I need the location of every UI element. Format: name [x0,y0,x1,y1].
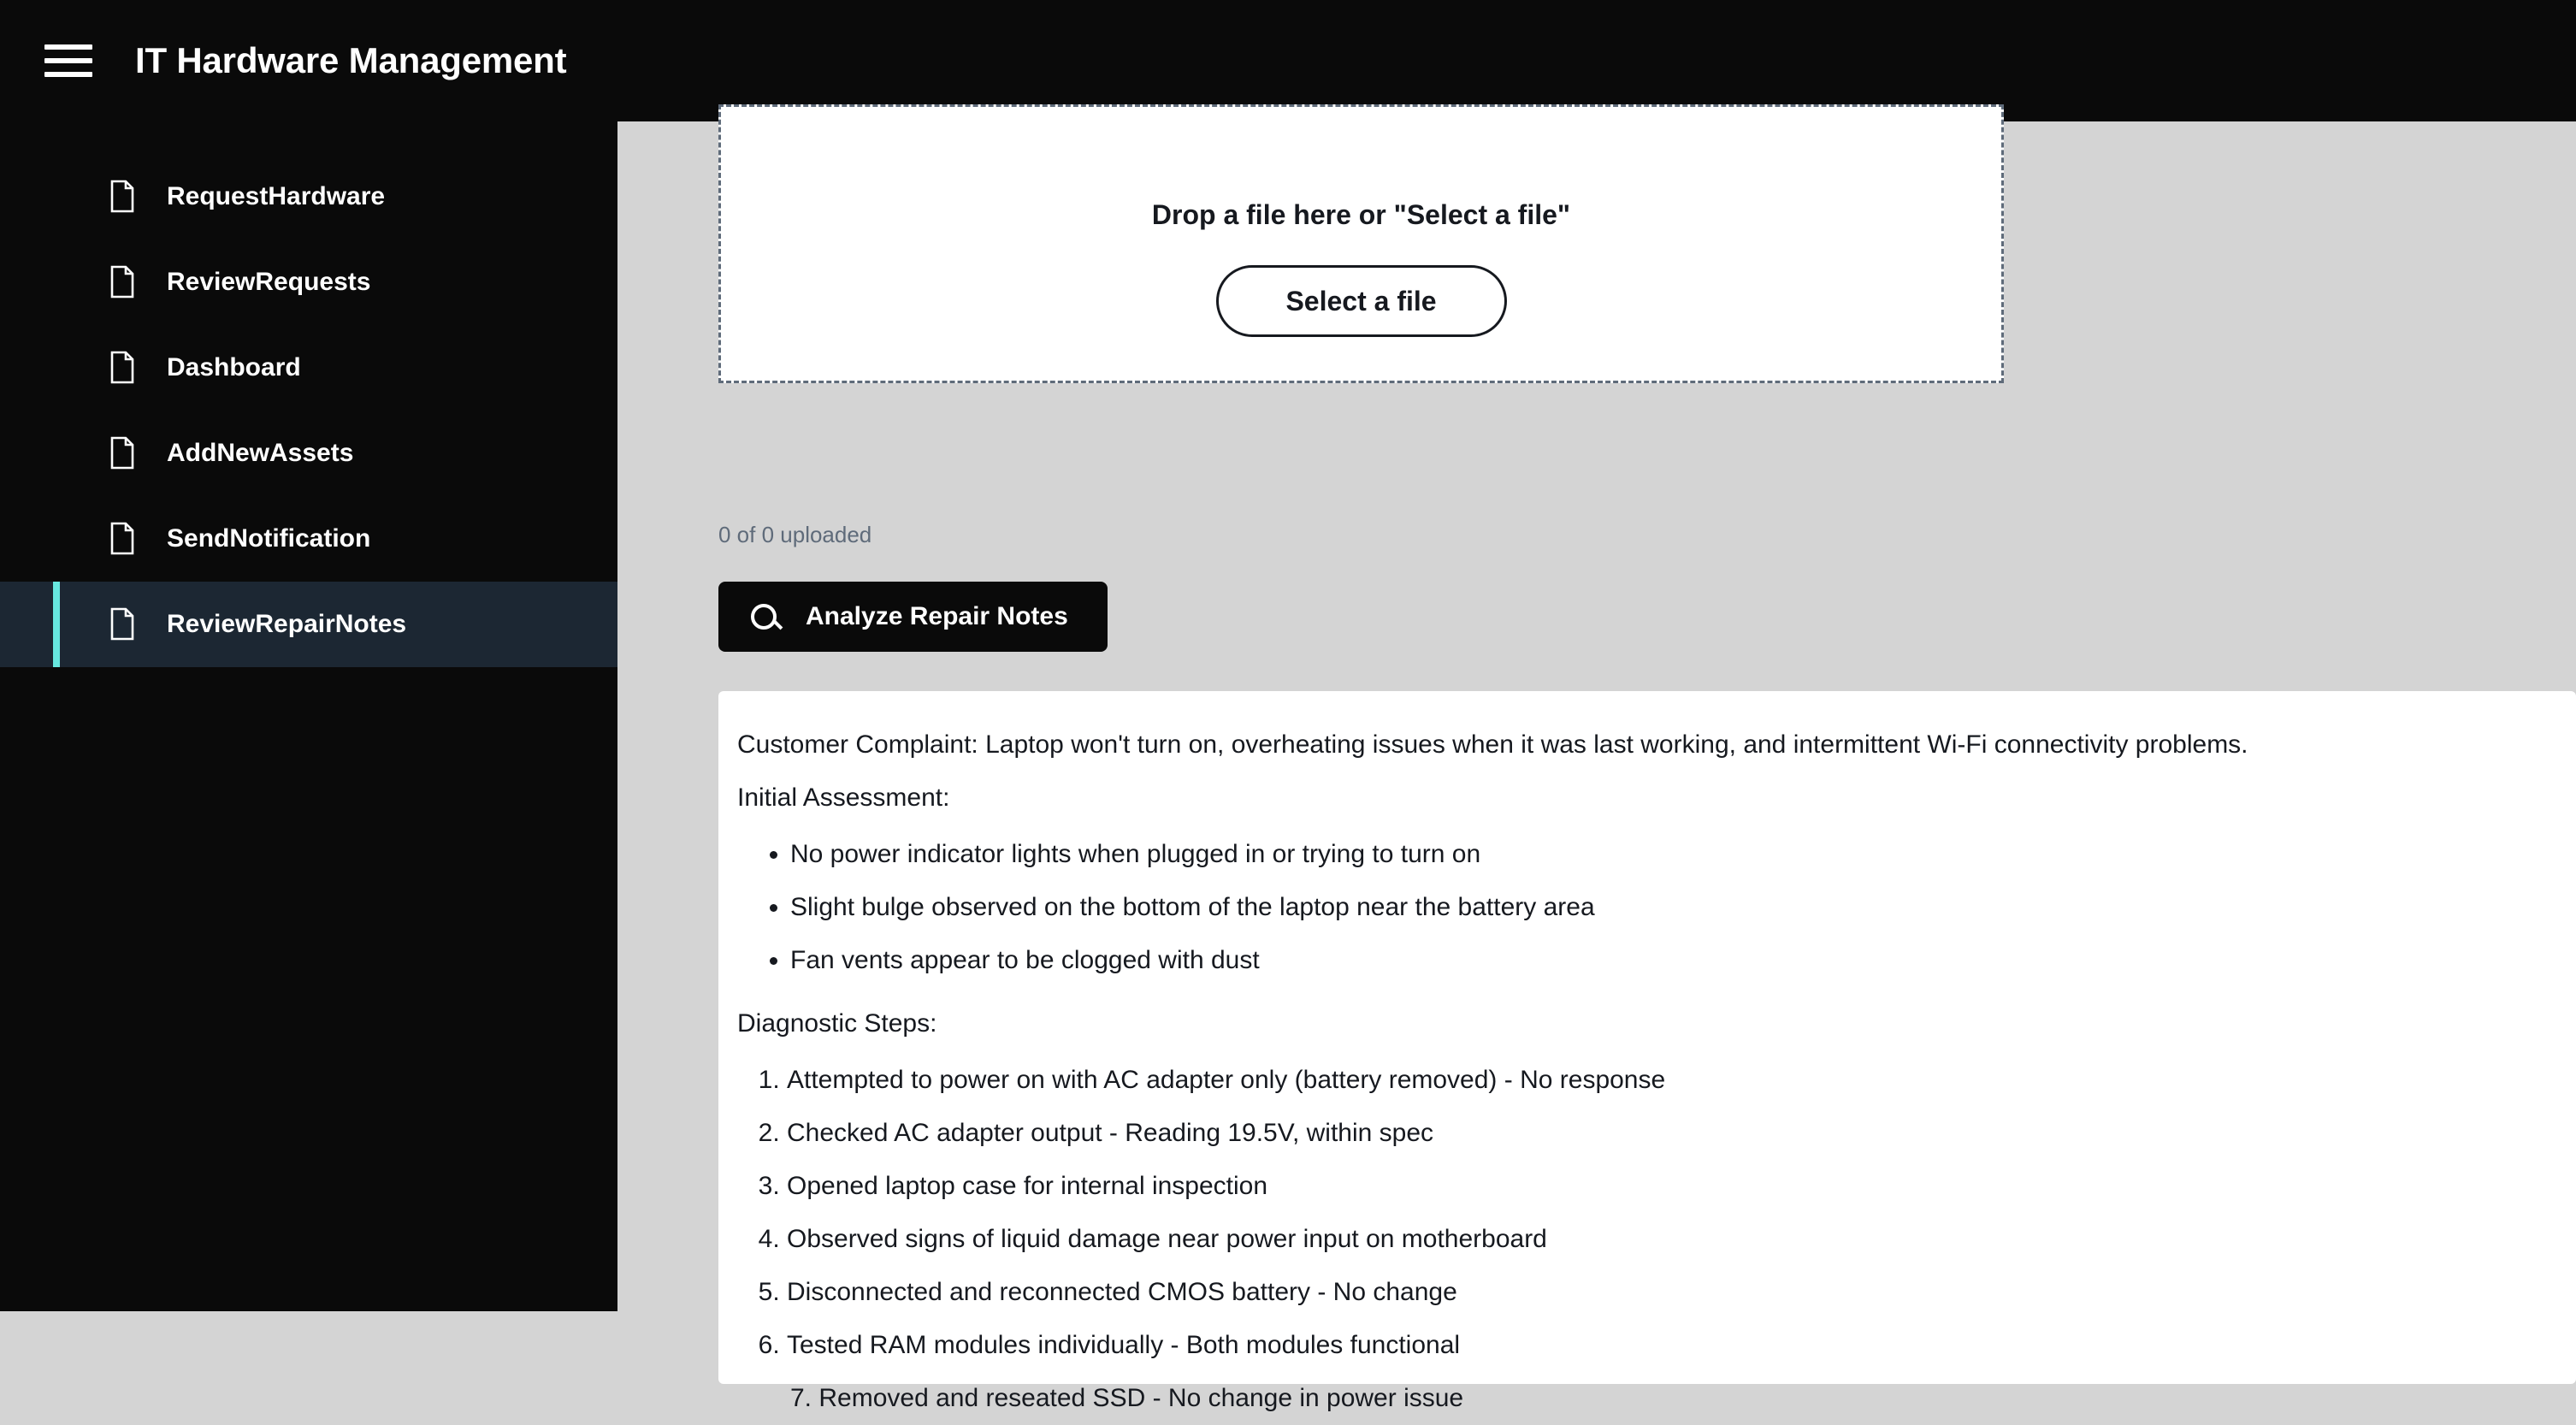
sidebar-item-label: SendNotification [167,524,371,553]
dropzone-label: Drop a file here or "Select a file" [1151,199,1571,230]
list-item-clipped: 7. Removed and reseated SSD - No change in power issue [790,1384,1464,1412]
sidebar-item-reviewrequests[interactable] [0,239,617,325]
file-dropzone[interactable] [718,104,2004,383]
sidebar-item-dashboard[interactable] [0,325,617,411]
notes-clipped-top-line [737,703,2576,718]
document-icon [109,437,135,470]
analyze-button-label: Analyze Repair Notes [806,602,1068,630]
list-item: • Fan vents appear to be clogged with dust [790,934,2576,987]
spacer [737,987,2576,997]
sidebar-item-label: Dashboard [167,353,301,381]
diagnostic-steps-list [737,1054,2576,1372]
sidebar [0,121,617,1311]
list-item: 2. Checked AC adapter output - Reading 19.5V, within spec [787,1107,2576,1160]
search-icon [751,604,777,630]
sidebar-item-requesthardware[interactable] [0,154,617,239]
initial-assessment-list [737,828,2576,987]
initial-assessment-heading: Initial Assessment: [737,783,950,812]
select-file-button[interactable]: Select a file [1216,265,1507,337]
upload-status-text: 0 of 0 uploaded [718,522,872,547]
document-icon [109,352,135,384]
list-item: 6. Tested RAM modules individually - Both modules functional [787,1319,2576,1372]
customer-complaint-text: Customer Complaint: Laptop won't turn on, overheating issues when it was last working, and intermittent Wi-Fi connectivity problems. [737,730,2248,759]
list-item: 3. Opened laptop case for internal inspection [787,1160,2576,1213]
sidebar-item-addnewassets[interactable] [0,411,617,496]
hamburger-bar-3 [44,72,92,77]
sidebar-item-label: ReviewRequests [167,268,371,296]
diagnostic-steps-heading: Diagnostic Steps: [737,1009,937,1038]
list-item: 4. Observed signs of liquid damage near power input on motherboard [787,1213,2576,1266]
list-item: • Slight bulge observed on the bottom of the laptop near the battery area [790,881,2576,934]
sidebar-item-label: ReviewRepairNotes [167,610,407,638]
hamburger-bar-1 [44,44,92,50]
sidebar-item-label: AddNewAssets [167,439,354,467]
main-content [617,121,2576,1412]
list-item: 1. Attempted to power on with AC adapter only (battery removed) - No response [787,1054,2576,1107]
repair-notes-panel[interactable] [718,691,2576,1412]
hamburger-bar-2 [44,58,92,63]
page-title: IT Hardware Management [135,40,567,80]
app-header [0,0,2576,121]
document-icon [109,523,135,555]
analyze-repair-notes-button[interactable] [718,582,1108,652]
sidebar-item-label: RequestHardware [167,182,386,210]
document-icon [109,608,135,641]
document-icon [109,266,135,299]
document-icon [109,180,135,213]
list-item: • No power indicator lights when plugged in or trying to turn on [790,828,2576,881]
hamburger-icon[interactable] [44,41,96,80]
list-item: 5. Disconnected and reconnected CMOS battery - No change [787,1266,2576,1319]
sidebar-item-sendnotification[interactable] [0,496,617,582]
sidebar-item-reviewrepairnotes[interactable] [0,582,617,667]
